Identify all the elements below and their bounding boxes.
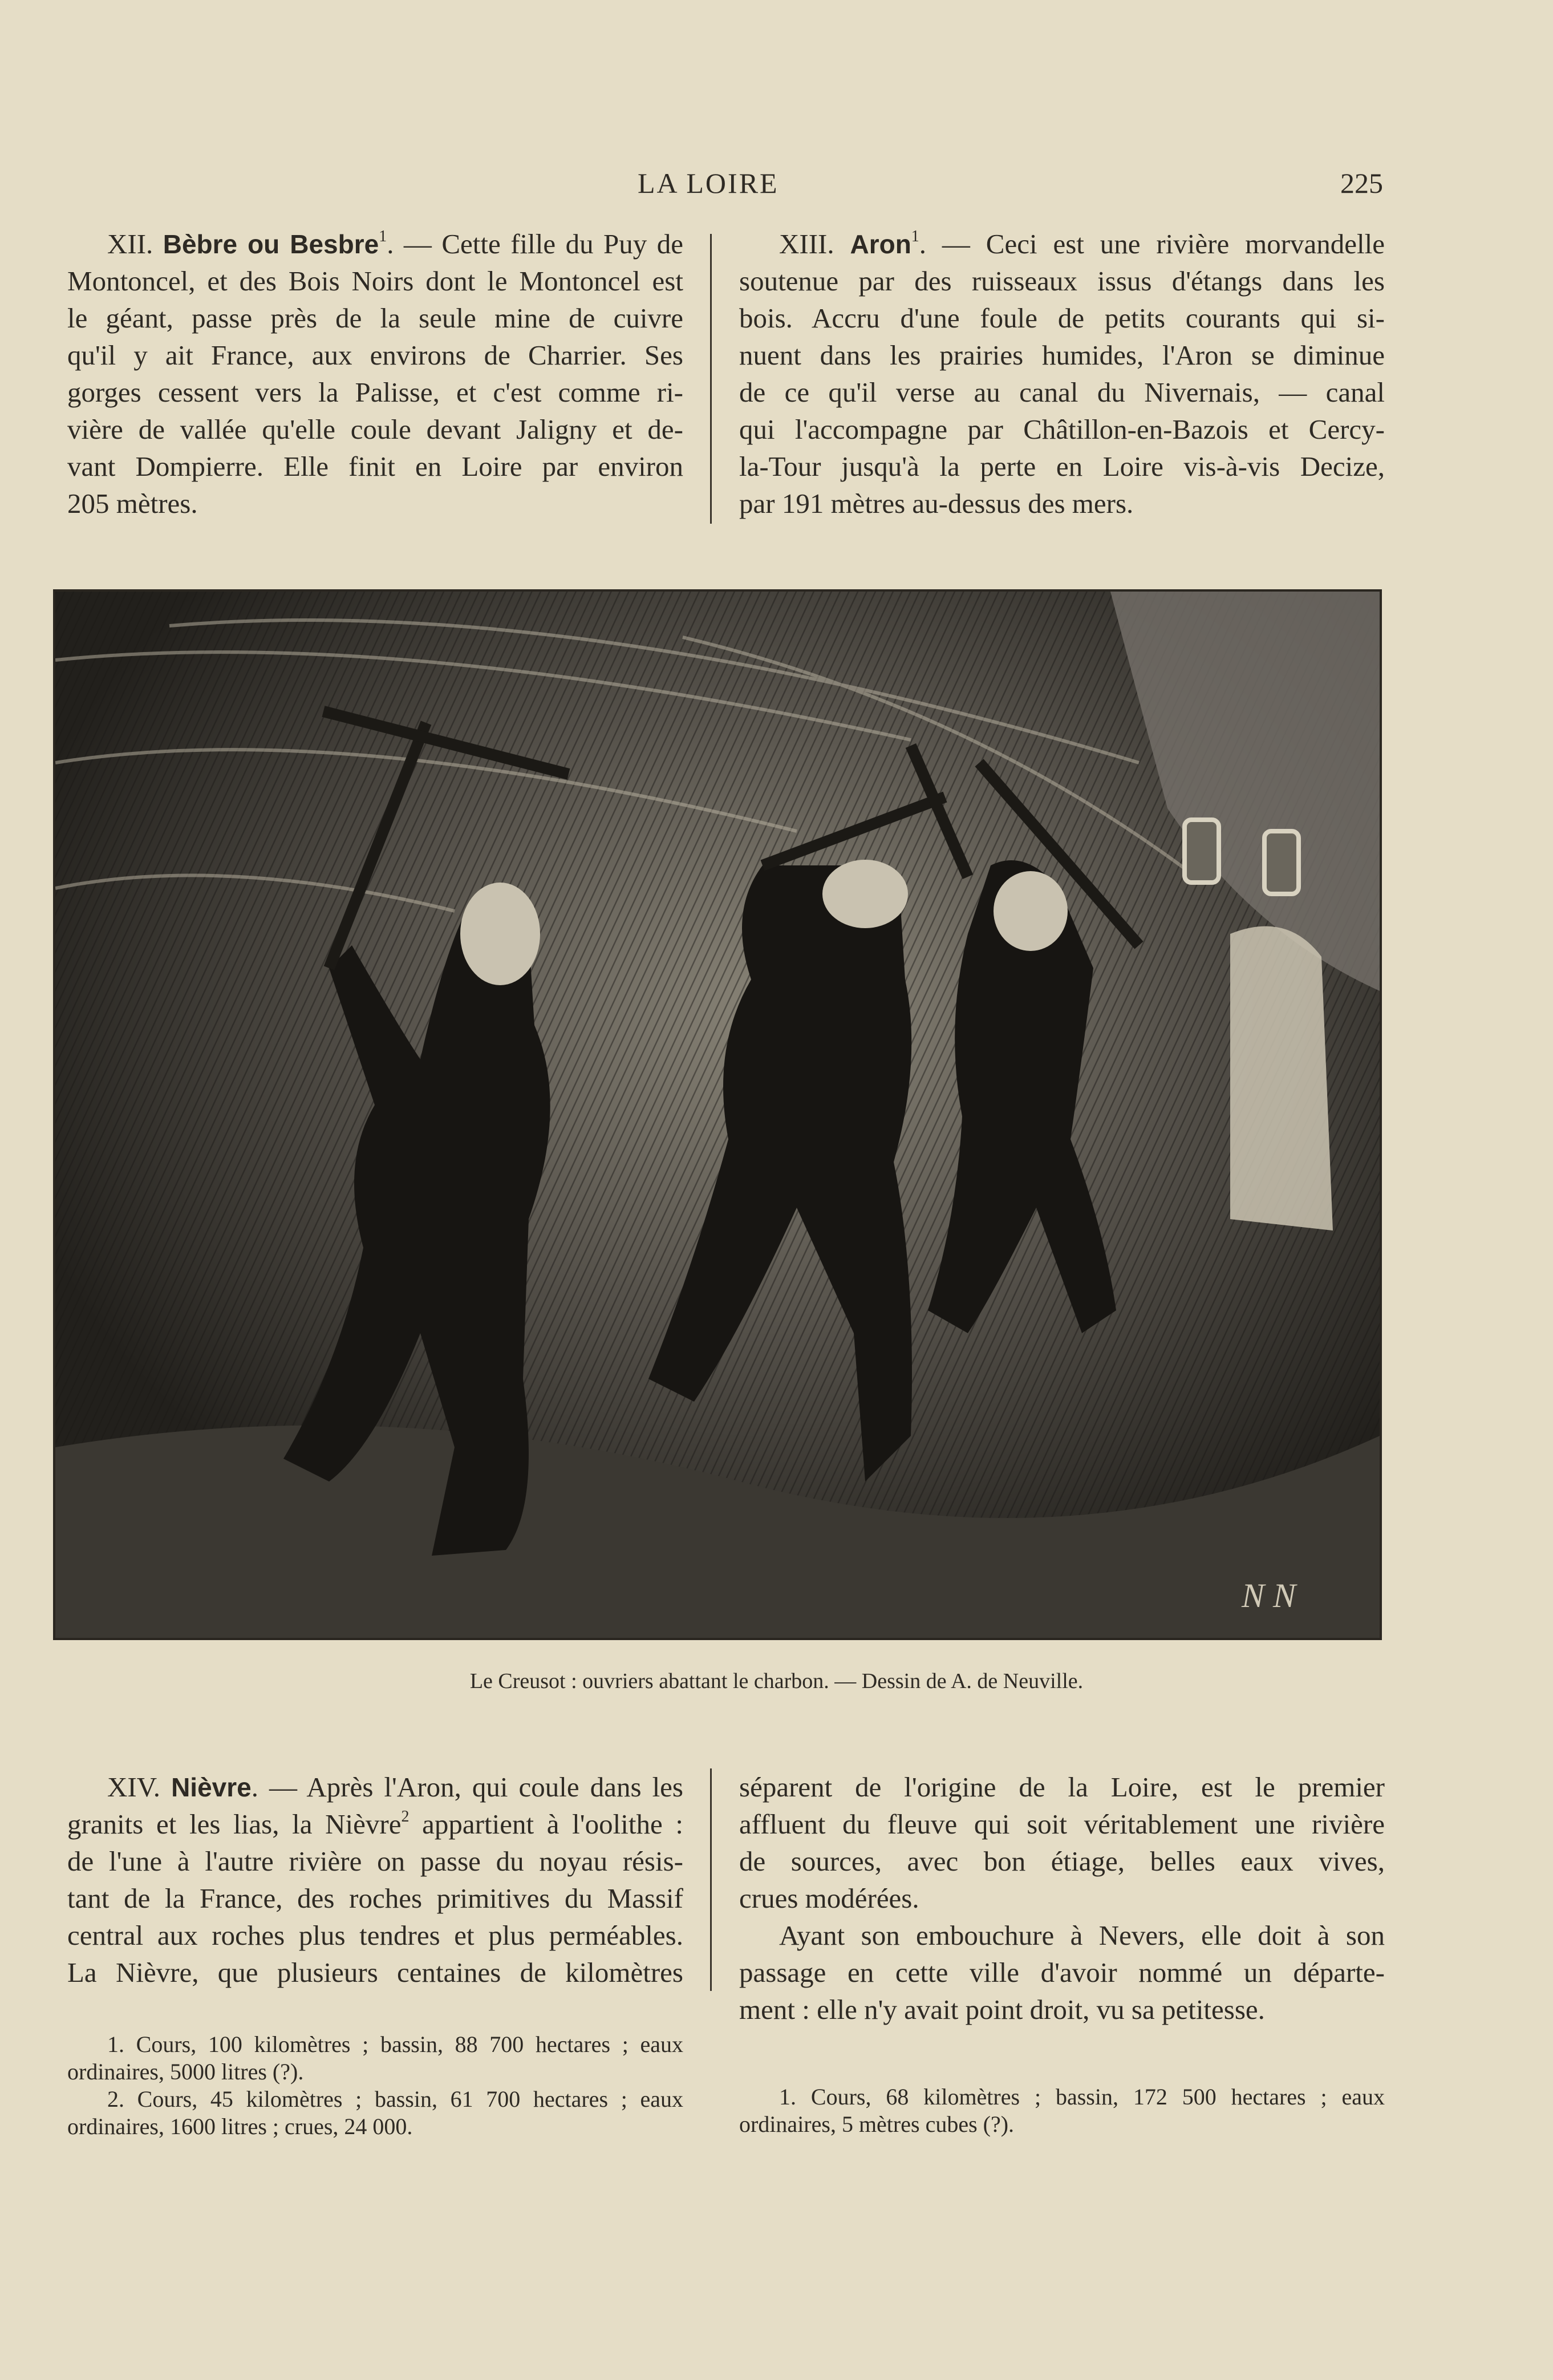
footnote-line: ordinaires, 5 mètres cubes (?). bbox=[739, 2111, 1015, 2137]
section-xiv-continued bbox=[739, 1768, 1385, 2028]
footnotes-left bbox=[67, 2031, 683, 2140]
footnote-ref: 1 bbox=[911, 228, 919, 245]
footnote-line: ordinaires, 5000 litres (?). bbox=[67, 2059, 304, 2084]
hanging-clothes bbox=[1230, 926, 1333, 1231]
text-line: affluent du fleuve qui soit véritablement une rivière bbox=[739, 1808, 1385, 1840]
section-title: Nièvre bbox=[171, 1772, 252, 1802]
text-line: le géant, passe près de la seule mine de cuivre bbox=[67, 302, 683, 334]
text-line: qu'il y ait France, aux environs de Charrier. Ses bbox=[67, 339, 683, 371]
text-line: crues modérées. bbox=[739, 1883, 919, 1914]
page-number: 225 bbox=[1340, 167, 1383, 199]
text-line: de ce qu'il verse au canal du Nivernais, — canal bbox=[739, 377, 1385, 408]
text-line: qui l'accompagne par Châtillon-en-Bazois et Cercy- bbox=[739, 414, 1385, 445]
footnote-line: ordinaires, 1600 litres ; crues, 24 000. bbox=[67, 2114, 413, 2139]
text-line: 205 mètres. bbox=[67, 488, 198, 519]
text-line: soutenue par des ruisseaux issus d'étangs dans les bbox=[739, 265, 1385, 297]
section-number: XIII. bbox=[779, 228, 850, 260]
text-segment: appartient à l'oolithe : bbox=[409, 1808, 683, 1840]
text-line bbox=[67, 1768, 683, 1806]
text-line bbox=[739, 225, 1385, 262]
coal-miners-engraving bbox=[55, 592, 1380, 1638]
text-line: tant de la France, des roches primitives du Massif bbox=[67, 1883, 683, 1914]
text-line: nuent dans les prairies humides, l'Aron se diminue bbox=[739, 339, 1385, 371]
artist-signature: N N bbox=[1242, 1577, 1296, 1614]
footnote-ref: 2 bbox=[401, 1808, 409, 1826]
text-line: vière de vallée qu'elle coule devant Jaligny et de- bbox=[67, 414, 683, 445]
engraving-illustration bbox=[53, 589, 1382, 1640]
illustration-caption: Le Creusot : ouvriers abattant le charbon. — Dessin de A. de Neuville. bbox=[469, 1669, 1084, 1693]
footnote-line: 1. Cours, 68 kilomètres ; bassin, 172 500 hectares ; eaux bbox=[779, 2084, 1385, 2110]
text-line: séparent de l'origine de la Loire, est le premier bbox=[739, 1771, 1385, 1803]
text-line: La Nièvre, que plusieurs centaines de kilomètres bbox=[67, 1957, 683, 1988]
text-line: passage en cette ville d'avoir nommé un départe- bbox=[739, 1957, 1385, 1988]
text-line: ment : elle n'y avait point droit, vu sa petitesse. bbox=[739, 1994, 1265, 2025]
text-segment: . — Ceci est une rivière morvandelle bbox=[919, 228, 1385, 260]
section-title: Aron bbox=[850, 229, 911, 259]
section-number: XIV. bbox=[107, 1771, 172, 1803]
text-line: de sources, avec bon étiage, belles eaux vives, bbox=[739, 1845, 1385, 1877]
text-line: gorges cessent vers la Palisse, et c'est comme ri- bbox=[67, 377, 683, 408]
text-line: central aux roches plus tendres et plus perméables. bbox=[67, 1920, 683, 1951]
text-segment: . — Cette fille du Puy de bbox=[387, 228, 683, 260]
text-segment: granits et les lias, la Nièvre bbox=[67, 1808, 402, 1840]
text-line bbox=[67, 1806, 683, 1843]
footnote-line: 2. Cours, 45 kilomètres ; bassin, 61 700 hectares ; eaux bbox=[107, 2086, 683, 2112]
section-xiv-nievre bbox=[67, 1768, 683, 1991]
text-line: Montoncel, et des Bois Noirs dont le Montoncel est bbox=[67, 265, 683, 297]
text-line bbox=[67, 225, 683, 262]
text-segment: . — Après l'Aron, qui coule dans les bbox=[251, 1771, 683, 1803]
text-line: bois. Accru d'une foule de petits courants qui si- bbox=[739, 302, 1385, 334]
running-title: LA LOIRE bbox=[638, 167, 779, 199]
text-line: Ayant son embouchure à Nevers, elle doit à son bbox=[779, 1920, 1385, 1951]
column-divider bbox=[710, 234, 712, 524]
footnotes-right bbox=[739, 2083, 1385, 2138]
footnote-ref: 1 bbox=[379, 228, 387, 245]
text-line: de l'une à l'autre rivière on passe du noyau résis- bbox=[67, 1845, 683, 1877]
text-line: la-Tour jusqu'à la perte en Loire vis-à-vis Decize, bbox=[739, 451, 1385, 482]
section-title: Bèbre ou Besbre bbox=[163, 229, 379, 259]
text-line: vant Dompierre. Elle finit en Loire par environ bbox=[67, 451, 683, 482]
footnote-line: 1. Cours, 100 kilomètres ; bassin, 88 700 hectares ; eaux bbox=[107, 2031, 683, 2057]
section-number: XII. bbox=[107, 228, 163, 260]
column-divider bbox=[710, 1768, 712, 1991]
text-line: par 191 mètres au-dessus des mers. bbox=[739, 488, 1134, 519]
section-xiii-aron bbox=[739, 225, 1385, 522]
section-xii-bebre bbox=[67, 225, 683, 522]
